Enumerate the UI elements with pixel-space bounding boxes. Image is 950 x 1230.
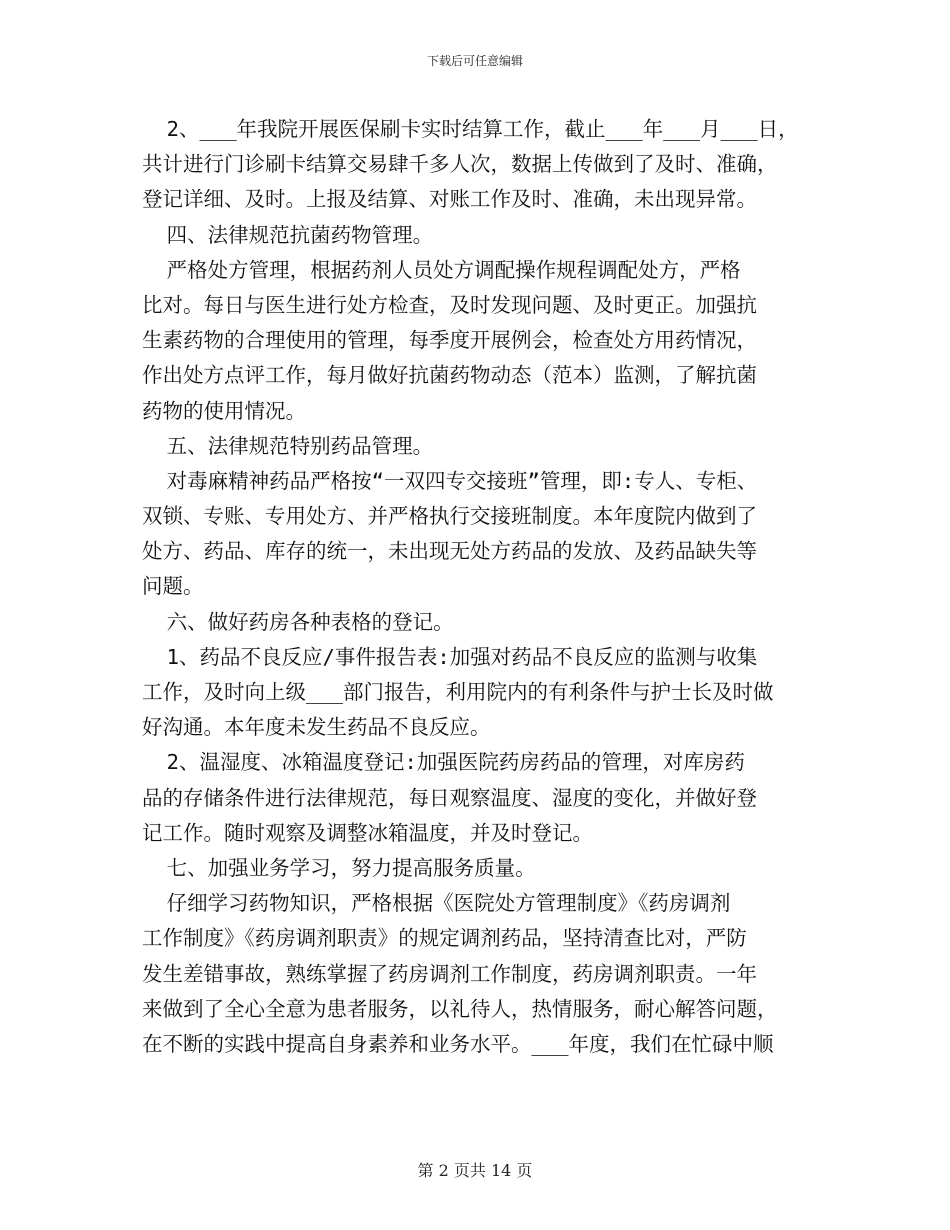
text-line: 好沟通。本年度未发生药品不良反应。 — [142, 715, 491, 740]
text-line: 工作制度》《药房调剂职责》的规定调剂药品，坚持清查比对，严防 — [142, 926, 747, 951]
text-line: 1、药品不良反应/事件报告表:加强对药品不良反应的监测与收集 — [142, 644, 758, 669]
text-line: 问题。 — [142, 574, 204, 599]
text-line: 双锁、专账、专用处方、并严格执行交接班制度。本年度院内做到了 — [142, 504, 757, 529]
text-line: 作出处方点评工作，每月做好抗菌药物动态（范本）监测，了解抗菌 — [142, 363, 757, 388]
text-line: 严格处方管理，根据药剂人员处方调配操作规程调配处方，严格 — [142, 257, 741, 282]
text-line: 2、___年我院开展医保刷卡实时结算工作，截止___年___月___日， — [142, 117, 799, 141]
text-line: 五、法律规范特别药品管理。 — [142, 433, 434, 458]
text-line: 处方、药品、库存的统一，未出现无处方药品的发放、及药品缺失等 — [142, 539, 757, 564]
text-line: 仔细学习药物知识，严格根据《医院处方管理制度》《药房调剂 — [142, 891, 731, 916]
text-line: 2、温湿度、冰箱温度登记:加强医院药房药品的管理，对库房药 — [142, 750, 745, 775]
text-line: 药物的使用情况。 — [142, 398, 306, 423]
text-line: 记工作。随时观察及调整冰箱温度，并及时登记。 — [142, 820, 593, 845]
page-footer: 第 2 页共 14 页 — [417, 1161, 533, 1180]
text-line: 工作，及时向上级___部门报告，利用院内的有利条件与护士长及时做 — [142, 680, 774, 704]
text-line: 来做到了全心全意为患者服务，以礼待人，热情服务，耐心解答问题， — [142, 996, 778, 1021]
text-line: 发生差错事故，熟练掌握了药房调剂工作制度，药房调剂职责。一年 — [142, 961, 757, 986]
text-line: 生素药物的合理使用的管理，每季度开展例会，检查处方用药情况， — [142, 328, 757, 353]
text-line: 在不断的实践中提高自身素养和业务水平。___年度，我们在忙碌中顺 — [142, 1031, 774, 1056]
text-line: 共计进行门诊刷卡结算交易肆千多人次，数据上传做到了及时、准确， — [142, 152, 778, 177]
text-line: 四、法律规范抗菌药物管理。 — [142, 222, 434, 247]
text-line: 品的存储条件进行法律规范，每日观察温度、湿度的变化，并做好登 — [142, 785, 757, 810]
text-line: 比对。每日与医生进行处方检查，及时发现问题、及时更正。加强抗 — [142, 292, 757, 317]
text-line: 对毒麻精神药品严格按“一双四专交接班”管理，即:专人、专柜、 — [142, 468, 758, 493]
text-line: 登记详细、及时。上报及结算、对账工作及时、准确，未出现异常。 — [142, 187, 757, 212]
page-header: 下载后可任意编辑 — [426, 54, 523, 68]
text-line: 六、做好药房各种表格的登记。 — [142, 609, 454, 634]
document-body — [142, 112, 814, 1062]
text-line: 七、加强业务学习，努力提高服务质量。 — [142, 855, 536, 880]
